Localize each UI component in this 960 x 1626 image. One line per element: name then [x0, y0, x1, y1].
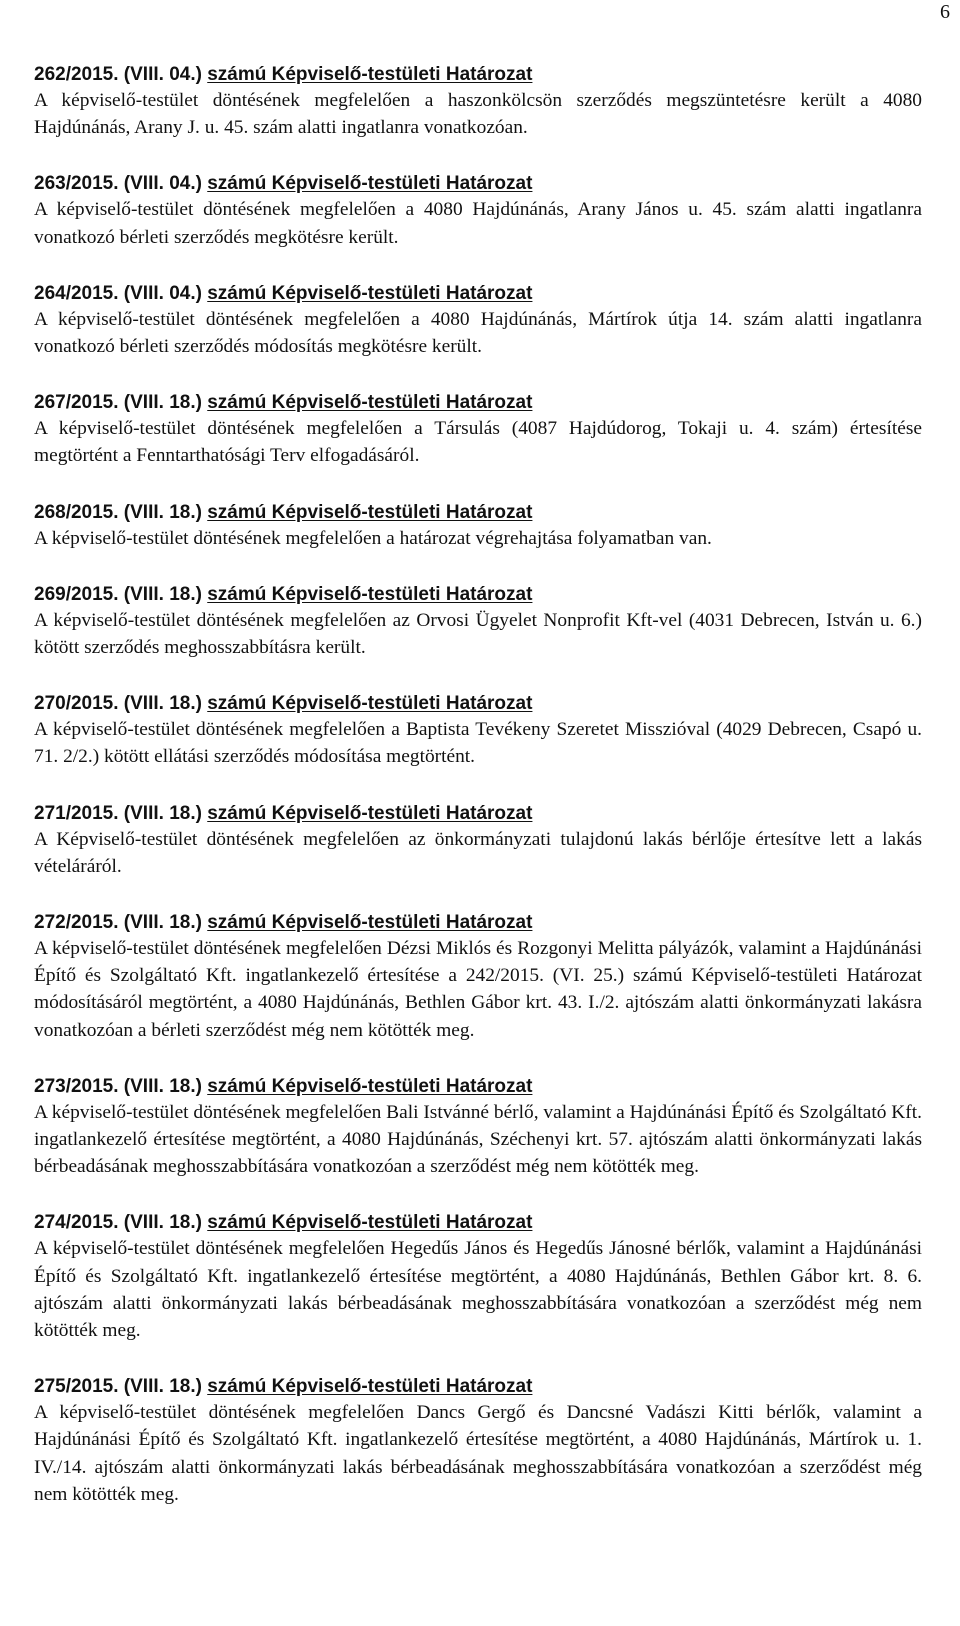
- resolution-title: számú Képviselő-testületi Határozat: [207, 392, 533, 414]
- resolution-heading: [34, 62, 922, 87]
- page-number: 6: [940, 1, 950, 23]
- resolution-heading: [34, 582, 922, 607]
- resolution-title: számú Képviselő-testületi Határozat: [207, 693, 533, 715]
- resolution-text: A képviselő-testület döntésének megfelelően Bali Istvánné bérlő, valamint a Hajdúnánási Építő és Szolgáltató Kft. ingatlankezelő értesítése megtörtént, a 4080 Hajdúnánás, Széchenyi krt. 57. ajtószám alatti önkormányzati lakás bérbeadásának meghosszabbítására vonatkozóan a szerződést még nem kötötték meg.: [34, 1101, 922, 1178]
- resolution-text: A képviselő-testület döntésének megfelelően a Baptista Tevékeny Szeretet Misszióval (4029 Debrecen, Csapó u. 71. 2/2.) kötött ellátási szerződés módosítása megtörtént.: [34, 719, 922, 768]
- resolution-entry: [34, 62, 922, 141]
- resolution-heading: [34, 500, 922, 525]
- resolution-text: A képviselő-testület döntésének megfelelően Hegedűs János és Hegedűs Jánosné bérlők, valamint a Hajdúnánási Építő és Szolgáltató Kft. ingatlankezelő értesítése megtörtént, a 4080 Hajdúnánás, Bethlen Gábor krt. 8. 6. ajtószám alatti önkormányzati lakás bérbeadásának meghosszabbítására vonatkozóan a szerződést még nem kötötték meg.: [34, 1238, 922, 1342]
- document-body: [34, 62, 922, 1538]
- resolution-heading: [34, 1374, 922, 1399]
- resolution-title: számú Képviselő-testületi Határozat: [207, 1075, 533, 1097]
- resolution-number: 262/2015. (VIII. 04.): [34, 64, 202, 85]
- resolution-number: 267/2015. (VIII. 18.): [34, 392, 202, 414]
- resolution-text: A képviselő-testület döntésének megfelelően a 4080 Hajdúnánás, Mártírok útja 14. szám alatti ingatlanra vonatkozó bérleti szerződés módosítás megkötésre került.: [34, 308, 922, 358]
- resolution-text: A képviselő-testület döntésének megfelelően a haszonkölcsön szerződés megszüntetésre került a 4080 Hajdúnánás, Arany J. u. 45. szám alatti ingatlanra vonatkozóan.: [34, 90, 922, 139]
- resolution-title: számú Képviselő-testületi Határozat: [207, 1376, 533, 1398]
- resolution-number: 273/2015. (VIII. 18.): [34, 1075, 202, 1097]
- resolution-entry: [34, 1374, 922, 1508]
- resolution-title: számú Képviselő-testületi Határozat: [207, 912, 533, 934]
- resolution-entry: [34, 1210, 922, 1344]
- resolution-heading: [34, 910, 922, 935]
- resolution-entry: [34, 691, 922, 770]
- resolution-number: 268/2015. (VIII. 18.): [34, 501, 202, 523]
- resolution-number: 272/2015. (VIII. 18.): [34, 912, 202, 934]
- resolution-text: A képviselő-testület döntésének megfelelően Dézsi Miklós és Rozgonyi Melitta pályázók, valamint a Hajdúnánási Építő és Szolgáltató Kft. ingatlankezelő értesítése a 242/2015. (VI. 25.) számú Képviselő-testületi Határozat módosításáról megtörtént, a 4080 Hajdúnánás, Bethlen Gábor krt. 43. I./2. ajtószám alatti önkormányzati lakásra vonatkozóan a bérleti szerződést még nem kötötték meg.: [34, 938, 922, 1041]
- resolution-number: 275/2015. (VIII. 18.): [34, 1376, 202, 1398]
- resolution-text: A képviselő-testület döntésének megfelelően az Orvosi Ügyelet Nonprofit Kft-vel (4031 Debrecen, István u. 6.) kötött szerződés meghosszabbításra került.: [34, 609, 922, 659]
- resolution-text: A képviselő-testület döntésének megfelelően a Társulás (4087 Hajdúdorog, Tokaji u. 4. szám) értesítése megtörtént a Fenntarthatósági Terv elfogadásáról.: [34, 418, 922, 467]
- resolution-text: A képviselő-testület döntésének megfelelően Dancs Gergő és Dancsné Vadászi Kitti bérlők, valamint a Hajdúnánási Építő és Szolgáltató Kft. ingatlankezelő értesítése megtörtént, a 4080 Hajdúnánás, Mártírok u. 1. IV./14. ajtószám alatti önkormányzati lakás bérbeadásának meghosszabbítására vonatkozóan a szerződést még nem kötötték meg.: [34, 1402, 922, 1505]
- resolution-number: 264/2015. (VIII. 04.): [34, 282, 202, 304]
- resolution-text: A Képviselő-testület döntésének megfelelően az önkormányzati tulajdonú lakás bérlője értesítve lett a lakás vételáráról.: [34, 828, 922, 877]
- resolution-heading: [34, 171, 922, 196]
- resolution-title: számú Képviselő-testületi Határozat: [207, 1212, 533, 1234]
- resolution-entry: [34, 171, 922, 250]
- resolution-number: 270/2015. (VIII. 18.): [34, 693, 202, 715]
- resolution-number: 274/2015. (VIII. 18.): [34, 1212, 202, 1234]
- resolution-heading: [34, 390, 922, 415]
- resolution-heading: [34, 281, 922, 306]
- resolution-entry: [34, 281, 922, 360]
- resolution-number: 263/2015. (VIII. 04.): [34, 173, 202, 195]
- resolution-entry: [34, 801, 922, 880]
- resolution-title: számú Képviselő-testületi Határozat: [207, 802, 533, 824]
- resolution-title: számú Képviselő-testületi Határozat: [207, 282, 533, 304]
- resolution-entry: [34, 1074, 922, 1181]
- resolution-heading: [34, 1074, 922, 1099]
- resolution-entry: [34, 910, 922, 1044]
- resolution-title: számú Képviselő-testületi Határozat: [207, 501, 533, 523]
- resolution-entry: [34, 500, 922, 552]
- resolution-heading: [34, 801, 922, 826]
- resolution-text: A képviselő-testület döntésének megfelelően a határozat végrehajtása folyamatban van.: [34, 527, 712, 549]
- resolution-heading: [34, 691, 922, 716]
- resolution-title: számú Képviselő-testületi Határozat: [207, 173, 533, 195]
- resolution-number: 269/2015. (VIII. 18.): [34, 583, 202, 605]
- resolution-title: számú Képviselő-testületi Határozat: [207, 64, 533, 85]
- resolution-text: A képviselő-testület döntésének megfelelően a 4080 Hajdúnánás, Arany János u. 45. szám alatti ingatlanra vonatkozó bérleti szerződés megkötésre került.: [34, 199, 922, 248]
- resolution-heading: [34, 1210, 922, 1235]
- resolution-entry: [34, 582, 922, 661]
- resolution-entry: [34, 390, 922, 469]
- resolution-number: 271/2015. (VIII. 18.): [34, 802, 202, 824]
- resolution-title: számú Képviselő-testületi Határozat: [207, 583, 533, 605]
